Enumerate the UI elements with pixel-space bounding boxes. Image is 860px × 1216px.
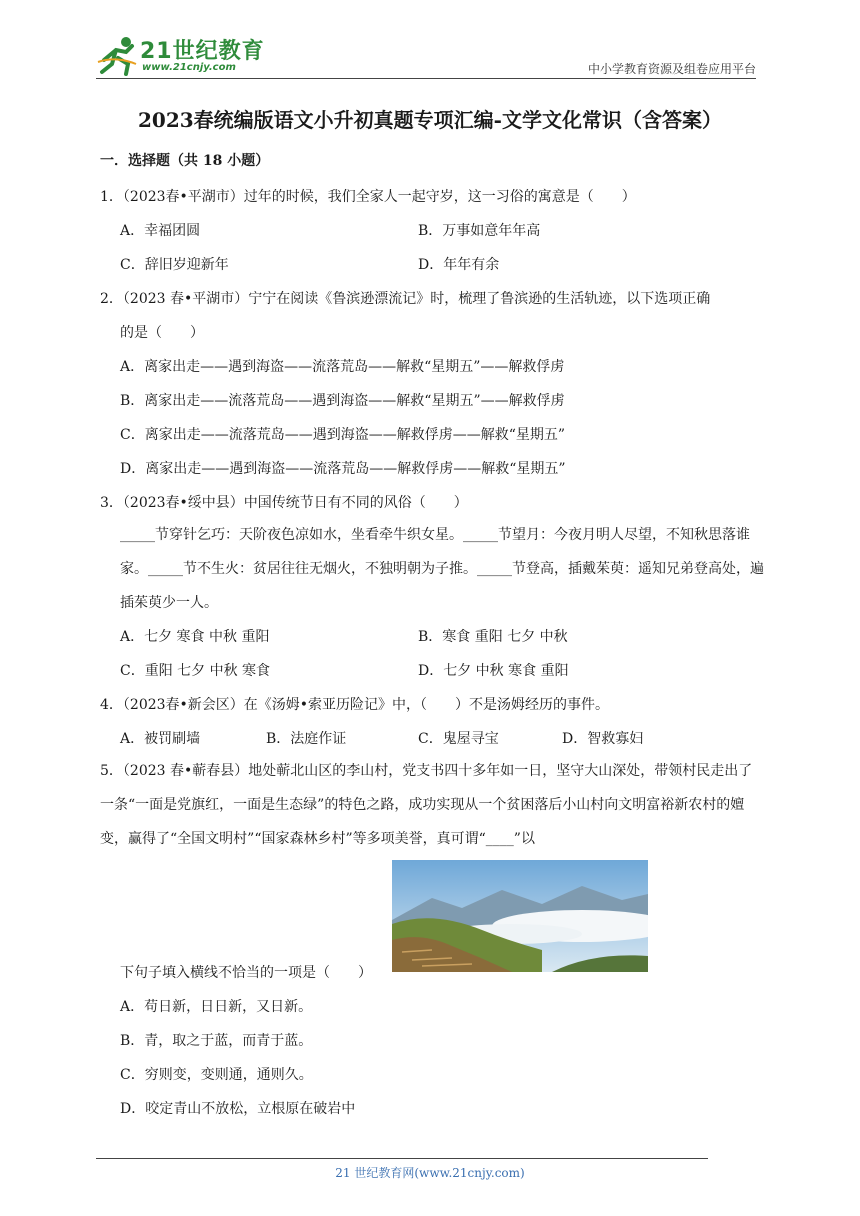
question-3-stem: 3．（2023春•绥中县）中国传统节日有不同的风俗（ ）: [100, 495, 468, 511]
q2-option-a: A．离家出走——遇到海盗——流落荒岛——解救“星期五”——解救俘虏: [120, 359, 565, 375]
q5-option-b: B．青，取之于蓝，而青于蓝。: [120, 1033, 313, 1049]
footer-link[interactable]: 21 世纪教育网(www.21cnjy.com): [335, 1166, 525, 1180]
runner-logo-icon: [96, 34, 140, 78]
question-5-stem: 5．（2023 春•蕲春县）地处蕲北山区的李山村，党支书四十多年如一日，坚守大山深处，带领村民走出了一条“一面是党旗红，一面是生态绿”的特色之路，成功实现从一个贫困落后小山村向文明富裕新农村的嬗变，赢得了“全国文明村”“国家森林乡村”等多项美誉，真可谓“____”以: [100, 763, 753, 847]
question-2-stem-cont: 的是（ ）: [120, 325, 204, 341]
q4-option-c: C．鬼屋寻宝: [418, 731, 499, 747]
question-4-stem: 4．（2023春•新会区）在《汤姆•索亚历险记》中，（ ）不是汤姆经历的事件。: [100, 697, 610, 713]
question-5-stem-tail: 下句子填入横线不恰当的一项是（ ）: [120, 965, 372, 981]
question-3-body: _____节穿针乞巧：天阶夜色凉如水，坐看牵牛织女星。_____节望月：今夜月明人尽望，不知秋思落谁家。_____节不生火：贫居往往无烟火，不独明朝为子推。_____节登高，插戴茱萸：遥知兄弟登高处，遍插茱萸少一人。: [120, 527, 764, 611]
q5-option-a: A．苟日新，日日新，又日新。: [120, 999, 313, 1015]
q2-option-d: D．离家出走——遇到海盗——流落荒岛——解救俘虏——解救“星期五”: [120, 461, 566, 477]
q3-option-a: A．七夕 寒食 中秋 重阳: [120, 629, 270, 645]
q5-option-c: C．穷则变，变则通，通则久。: [120, 1067, 313, 1083]
q4-option-a: A．被罚刷墙: [120, 731, 201, 747]
q1-option-a: A．幸福团圆: [120, 223, 201, 239]
q4-option-d: D．智救寡妇: [562, 731, 644, 747]
q3-option-b: B．寒食 重阳 七夕 中秋: [418, 629, 568, 645]
q3-option-c: C．重阳 七夕 中秋 寒食: [120, 663, 271, 679]
platform-label: 中小学教育资源及组卷应用平台: [587, 62, 756, 76]
logo-url: www.21cnjy.com: [142, 62, 236, 73]
q1-option-c: C．辞旧岁迎新年: [120, 257, 229, 273]
q5-option-d: D．咬定青山不放松，立根原在破岩中: [120, 1101, 356, 1117]
page-title: 2023春统编版语文小升初真题专项汇编-文学文化常识（含答案）: [138, 108, 722, 132]
footer-divider: [96, 1158, 708, 1159]
question-2-stem: 2．（2023 春•平湖市）宁宁在阅读《鲁滨逊漂流记》时，梳理了鲁滨逊的生活轨迹，以下选项正确: [100, 291, 711, 307]
q1-option-d: D．年年有余: [418, 257, 500, 273]
mountain-landscape-image: [392, 860, 648, 972]
logo-text: 21世纪教育: [140, 39, 265, 64]
section-heading: 一．选择题（共 18 小题）: [100, 153, 270, 169]
q3-option-d: D．七夕 中秋 寒食 重阳: [418, 663, 569, 679]
q4-option-b: B．法庭作证: [266, 731, 347, 747]
question-1-stem: 1．（2023春•平湖市）过年的时候，我们全家人一起守岁，这一习俗的寓意是（ ）: [100, 189, 636, 205]
q1-option-b: B．万事如意年年高: [418, 223, 541, 239]
header-divider: [96, 78, 756, 79]
q2-option-b: B．离家出走——流落荒岛——遇到海盗——解救“星期五”——解救俘虏: [120, 393, 565, 409]
q2-option-c: C．离家出走——流落荒岛——遇到海盗——解救俘虏——解救“星期五”: [120, 427, 566, 443]
